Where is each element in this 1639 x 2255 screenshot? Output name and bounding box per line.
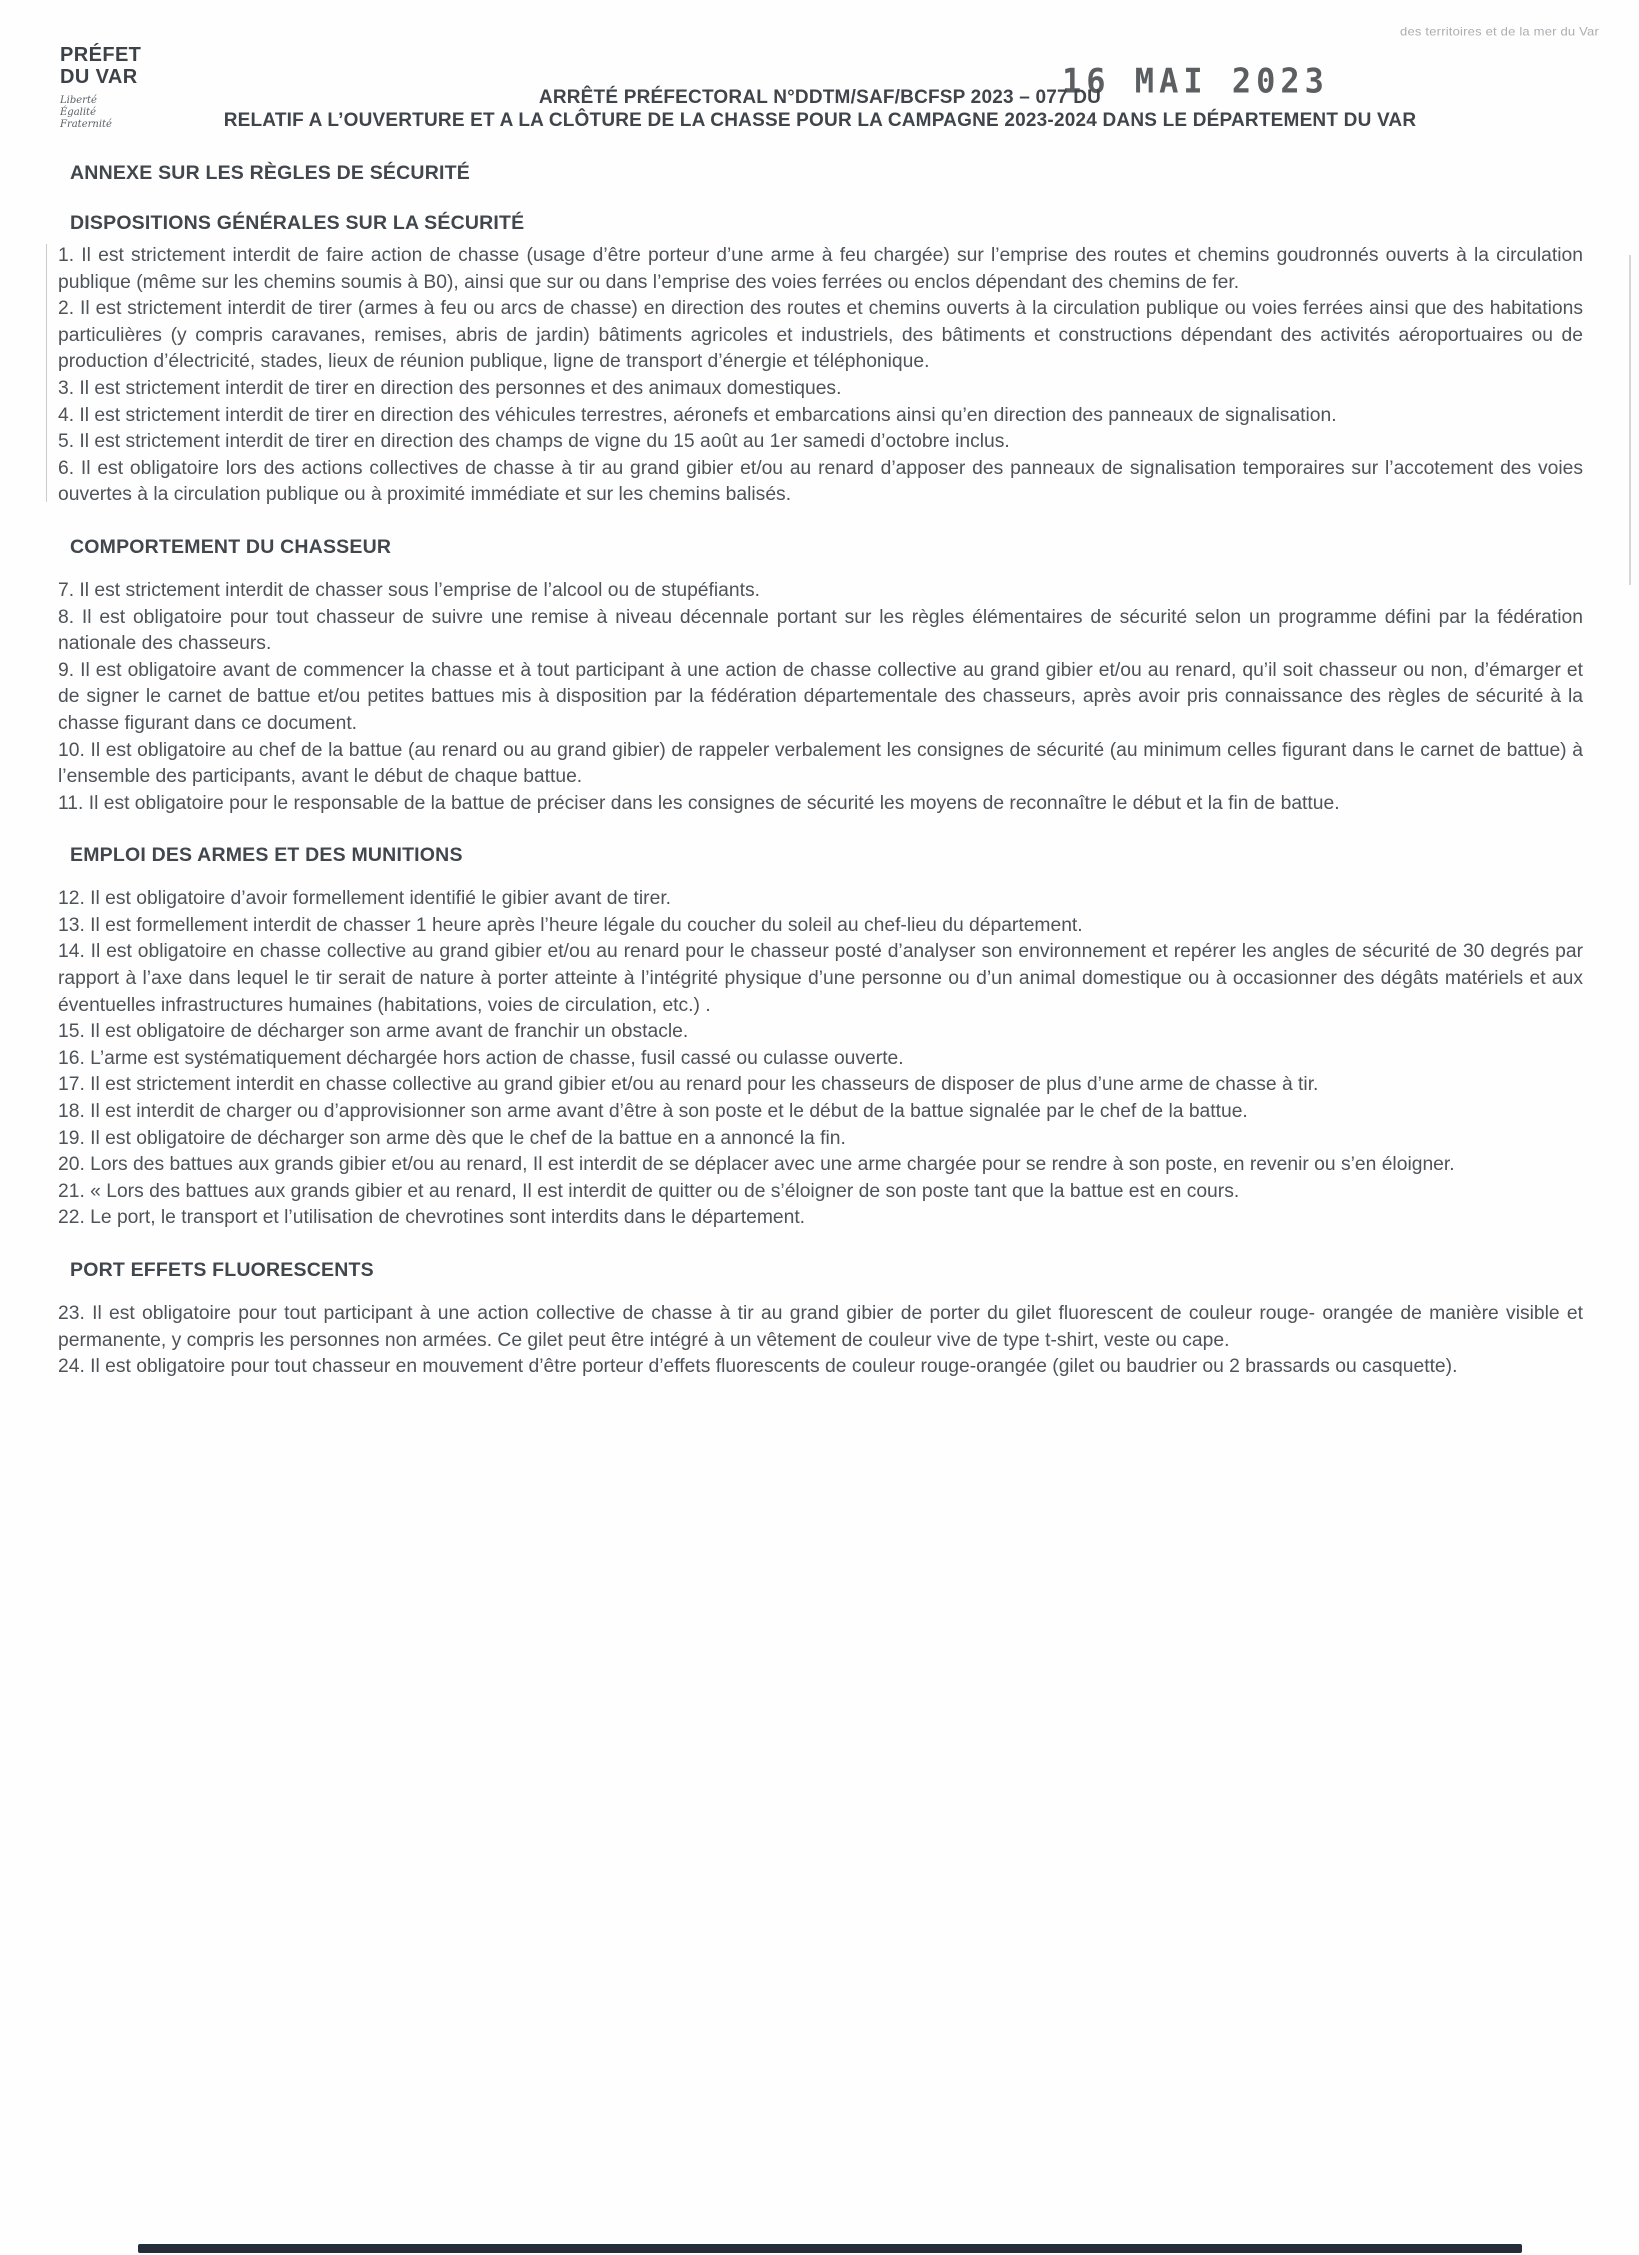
rule-item-14: 14. Il est obligatoire en chasse collective au grand gibier et/ou au renard pour le chasseur posté d’analyser son environnement et repérer les angles de sécurité de 30 degrés par rapport à l’axe dans lequel le tir serait de nature à porter atteinte à l’intégrité physique d’une personne ou d’un animal domestique ou à occasionner des dégâts matériels et aux éventuelles infrastructures humaines (habitations, voies de circulation, etc.) . — [58, 941, 1583, 1016]
rule-item-22: 22. Le port, le transport et l’utilisation de chevrotines sont interdits dans le département. — [58, 1207, 806, 1229]
rule-item-4: 4. Il est strictement interdit de tirer en direction des véhicules terrestres, aéronefs et embarcations ainsi qu’en direction des panneaux de signalisation. — [58, 404, 1337, 426]
motto-liberte: Liberté — [60, 95, 97, 106]
scan-artifact-left-line — [46, 244, 47, 502]
rule-item-13: 13. Il est formellement interdit de chasser 1 heure après l’heure légale du coucher du soleil au chef-lieu du département. — [58, 914, 1083, 936]
rule-item-6: 6. Il est obligatoire lors des actions collectives de chasse à tir au grand gibier et/ou au renard d’apposer des panneaux de signalisation temporaires sur l’accotement des voies ouvertes à la circulation publique ou à proximité immédiate et sur les chemins balisés. — [58, 457, 1583, 506]
scan-artifact-right-line — [1629, 255, 1631, 585]
rule-item-5: 5. Il est strictement interdit de tirer en direction des champs de vigne du 15 août au 1er samedi d’octobre inclus. — [58, 431, 1010, 453]
rule-item-17: 17. Il est strictement interdit en chasse collective au grand gibier et/ou au renard pour les chasseurs de disposer de plus d’une arme de chasse à tir. — [58, 1074, 1319, 1096]
rule-item-1: 1. Il est strictement interdit de faire action de chasse (usage d’être porteur d’une arme à feu chargée) sur l’emprise des routes et chemins goudronnés ouverts à la circulation publique (même sur les chemins soumis à B0), ainsi que sur ou dans l’emprise des voies ferrées ou enclos dépendant des chemins de fer. — [58, 245, 1583, 293]
rule-item-2: 2. Il est strictement interdit de tirer (armes à feu ou arcs de chasse) en direction des routes et chemins ouverts à la circulation publique ou voies ferrées ainsi que des habitations particulières (y compris caravanes, remises, abris de jardin) bâtiments agricoles et industriels, des bâtiments et constructions dépendant des activités aéroportuaires ou de production d’électricité, stades, lieux de réunion publique, ligne de transport d’énergie et téléphonique. — [58, 298, 1583, 373]
prefecture-name-line1: PRÉFET — [60, 44, 142, 66]
section-heading-dispositions: DISPOSITIONS GÉNÉRALES SUR LA SÉCURITÉ — [70, 212, 525, 234]
decree-header — [80, 86, 1560, 132]
rule-item-12: 12. Il est obligatoire d’avoir formellement identifié le gibier avant de tirer. — [58, 888, 672, 910]
section-heading-emploi-armes: EMPLOI DES ARMES ET DES MUNITIONS — [70, 844, 463, 867]
rule-item-21: 21. « Lors des battues aux grands gibier et au renard, Il est interdit de quitter ou de s’éloigner de son poste tant que la battue est en cours. — [58, 1180, 1240, 1202]
rule-item-10: 10. Il est obligatoire au chef de la battue (au renard ou au grand gibier) de rappeler verbalement les consignes de sécurité (au minimum celles figurant dans le carnet de battue) à l’ensemble des participants, avant le début de chaque battue. — [58, 739, 1583, 788]
decree-number-line: ARRÊTÉ PRÉFECTORAL N°DDTM/SAF/BCFSP 2023 – 077 DU — [538, 87, 1102, 108]
annexe-title: ANNEXE SUR LES RÈGLES DE SÉCURITÉ — [70, 162, 470, 184]
rule-item-9: 9. Il est obligatoire avant de commencer la chasse et à tout participant à une action de chasse collective au grand gibier et/ou au renard, qu’il soit chasseur ou non, d’émarger et de signer le carnet de battue et/ou petites battues mis à disposition par la fédération départementale des chasseurs, après avoir pris connaissance des règles de sécurité à la chasse figurant dans ce document. — [58, 659, 1583, 734]
motto-fraternite: Fraternité — [60, 119, 112, 130]
scan-artifact-bottom-bar — [138, 2244, 1522, 2253]
document-body — [58, 160, 1583, 1381]
rule-item-19: 19. Il est obligatoire de décharger son arme dès que le chef de la battue en a annoncé la fin. — [58, 1127, 846, 1149]
rule-item-11: 11. Il est obligatoire pour le responsable de la battue de préciser dans les consignes de sécurité les moyens de reconnaître le début et la fin de battue. — [58, 792, 1340, 814]
rule-item-24: 24. Il est obligatoire pour tout chasseur en mouvement d’être porteur d’effets fluorescents de couleur rouge-orangée (gilet ou baudrier ou 2 brassards ou casquette). — [58, 1356, 1458, 1378]
rule-item-18: 18. Il est interdit de charger ou d’approvisionner son arme avant d’être à son poste et le début de la battue signalée par le chef de la battue. — [58, 1101, 1248, 1123]
date-stamp: 16 MAI 2023 — [1062, 61, 1329, 101]
rule-item-16: 16. L’arme est systématiquement déchargée hors action de chasse, fusil cassé ou culasse ouverte. — [58, 1047, 904, 1069]
section-heading-effets-fluorescents: PORT EFFETS FLUORESCENTS — [70, 1259, 374, 1281]
rule-item-23: 23. Il est obligatoire pour tout participant à une action collective de chasse à tir au grand gibier de porter du gilet fluorescent de couleur rouge- orangée de manière visible et permanente, y compris les personnes non armées. Ce gilet peut être intégré à un vêtement de couleur vive de type t-shirt, veste ou cape. — [58, 1303, 1583, 1351]
motto-egalite: Égalité — [60, 107, 96, 118]
rule-item-15: 15. Il est obligatoire de décharger son arme avant de franchir un obstacle. — [58, 1021, 689, 1043]
service-name-fragment: des territoires et de la mer du Var — [1400, 24, 1599, 39]
rule-item-8: 8. Il est obligatoire pour tout chasseur de suivre une remise à niveau décennale portant sur les règles élémentaires de sécurité selon un programme défini par la fédération nationale des chasseurs. — [58, 606, 1583, 655]
rule-item-20: 20. Lors des battues aux grands gibier et/ou au renard, Il est interdit de se déplacer avec une arme chargée pour se rendre à son poste, en revenir ou s’en éloigner. — [58, 1154, 1455, 1176]
rule-item-3: 3. Il est strictement interdit de tirer en direction des personnes et des animaux domestiques. — [58, 377, 842, 399]
section-heading-comportement: COMPORTEMENT DU CHASSEUR — [70, 535, 392, 558]
decree-subject-line: RELATIF A L’OUVERTURE ET A LA CLÔTURE DE LA CHASSE POUR LA CAMPAGNE 2023-2024 DANS LE DÉPARTEMENT DU VAR — [223, 110, 1417, 131]
rule-item-7: 7. Il est strictement interdit de chasser sous l’emprise de l’alcool ou de stupéfiants. — [58, 579, 760, 601]
prefecture-name-line2: DU VAR — [60, 66, 138, 88]
